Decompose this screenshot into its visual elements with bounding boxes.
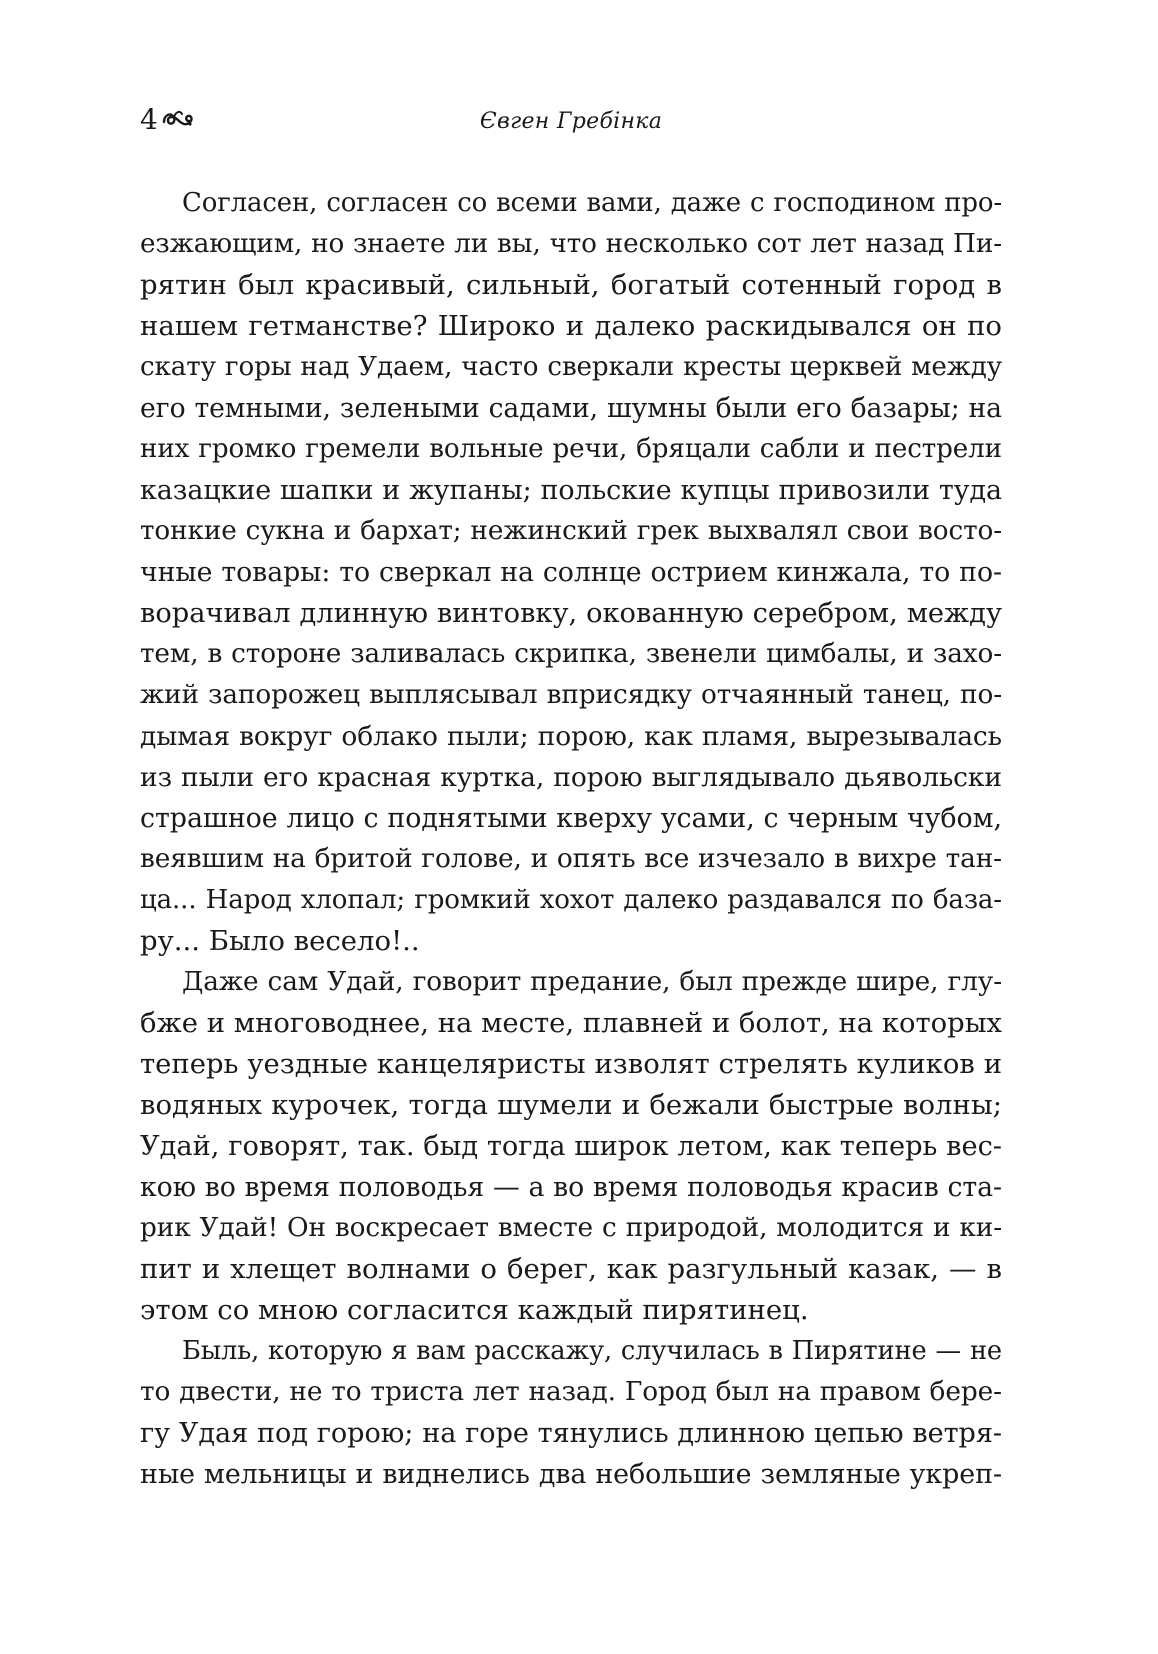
- text-line: Быль, которую я вам расскажу, случилась в Пирятине — не: [182, 1336, 1002, 1366]
- text-line: скату горы над Удаем, часто сверкали кресты церквей между: [140, 352, 1002, 382]
- running-head-author: Євген Гребінка: [479, 109, 663, 134]
- text-line: ворачивал длинную винтовку, окованную серебром, между: [140, 598, 1002, 629]
- text-line: из пыли его красная куртка, порою выглядывало дьявольски: [140, 762, 1002, 793]
- text-line: Даже сам Удай, говорит предание, был прежде шире, глу-: [182, 967, 1002, 997]
- text-line: рик Удай! Он воскресает вместе с природой, молодится и ки-: [140, 1213, 1002, 1243]
- text-body: [140, 183, 1002, 1495]
- text-line: них громко гремели вольные речи, бряцали сабли и пестрели: [140, 434, 1002, 464]
- text-line: кою во время половодья — а во время половодья красив ста-: [140, 1172, 1002, 1203]
- text-line: Удай, говорят, так. быд тогда широк летом, как теперь вес-: [140, 1131, 1002, 1162]
- text-line: веявшим на бритой голове, и опять все изчезало в вихре тан-: [140, 844, 1002, 874]
- text-line: тонкие сукна и бархат; нежинский грек выхвалял свои восто-: [140, 516, 1002, 546]
- text-line: теперь уездные канцеляристы изволят стрелять куликов и: [140, 1049, 1002, 1080]
- page-header: [140, 96, 1002, 144]
- text-line: тем, в стороне заливалась скрипка, звенели цимбалы, и захо-: [140, 639, 1002, 669]
- text-line: чные товары: то сверкал на солнце острием кинжала, то по-: [140, 557, 1002, 588]
- text-line: Согласен, согласен со всеми вами, даже с господином про-: [182, 188, 1002, 218]
- text-line: езжающим, но знаете ли вы, что несколько сот лет назад Пи-: [140, 229, 1002, 259]
- text-line: ные мельницы и виднелись два небольшие земляные укреп-: [140, 1459, 1002, 1490]
- text-line: то двести, не то триста лет назад. Город был на правом бере-: [140, 1377, 1002, 1407]
- text-line: бже и многоводнее, на месте, плавней и болот, на которых: [140, 1008, 1002, 1039]
- text-line: водяных курочек, тогда шумели и бежали быстрые волны;: [140, 1089, 1002, 1121]
- paragraph-1: [140, 183, 1002, 962]
- paragraph-2: [140, 962, 1002, 1331]
- text-line: рятин был красивый, сильный, богатый сотенный город в: [140, 269, 1002, 301]
- text-line: ру... Было весело!..: [140, 925, 420, 957]
- text-line: нашем гетманстве? Широко и далеко раскидывался он по: [140, 310, 1002, 342]
- text-line: страшное лицо с поднятыми кверху усами, с черным чубом,: [140, 803, 1002, 834]
- page-number: 4: [140, 103, 158, 136]
- text-line: его темными, зелеными садами, шумны были его базары; на: [140, 393, 1002, 424]
- text-line: этом со мною согласится каждый пирятинец.: [140, 1294, 809, 1326]
- text-line: ца... Народ хлопал; громкий хохот далеко раздавался по база-: [140, 885, 1002, 915]
- text-line: казацкие шапки и жупаны; польские купцы привозили туда: [140, 475, 1002, 506]
- paragraph-3: [140, 1331, 1002, 1495]
- text-line: дымая вокруг облако пыли; порою, как пламя, вырезывалась: [140, 721, 1002, 752]
- text-line: пит и хлещет волнами о берег, как разгульный казак, — в: [140, 1253, 1002, 1285]
- text-line: жий запорожец выплясывал вприсядку отчаянный танец, по-: [140, 680, 1002, 710]
- text-line: гу Удая под горою; на горе тянулись длинною цепью ветря-: [140, 1418, 1002, 1449]
